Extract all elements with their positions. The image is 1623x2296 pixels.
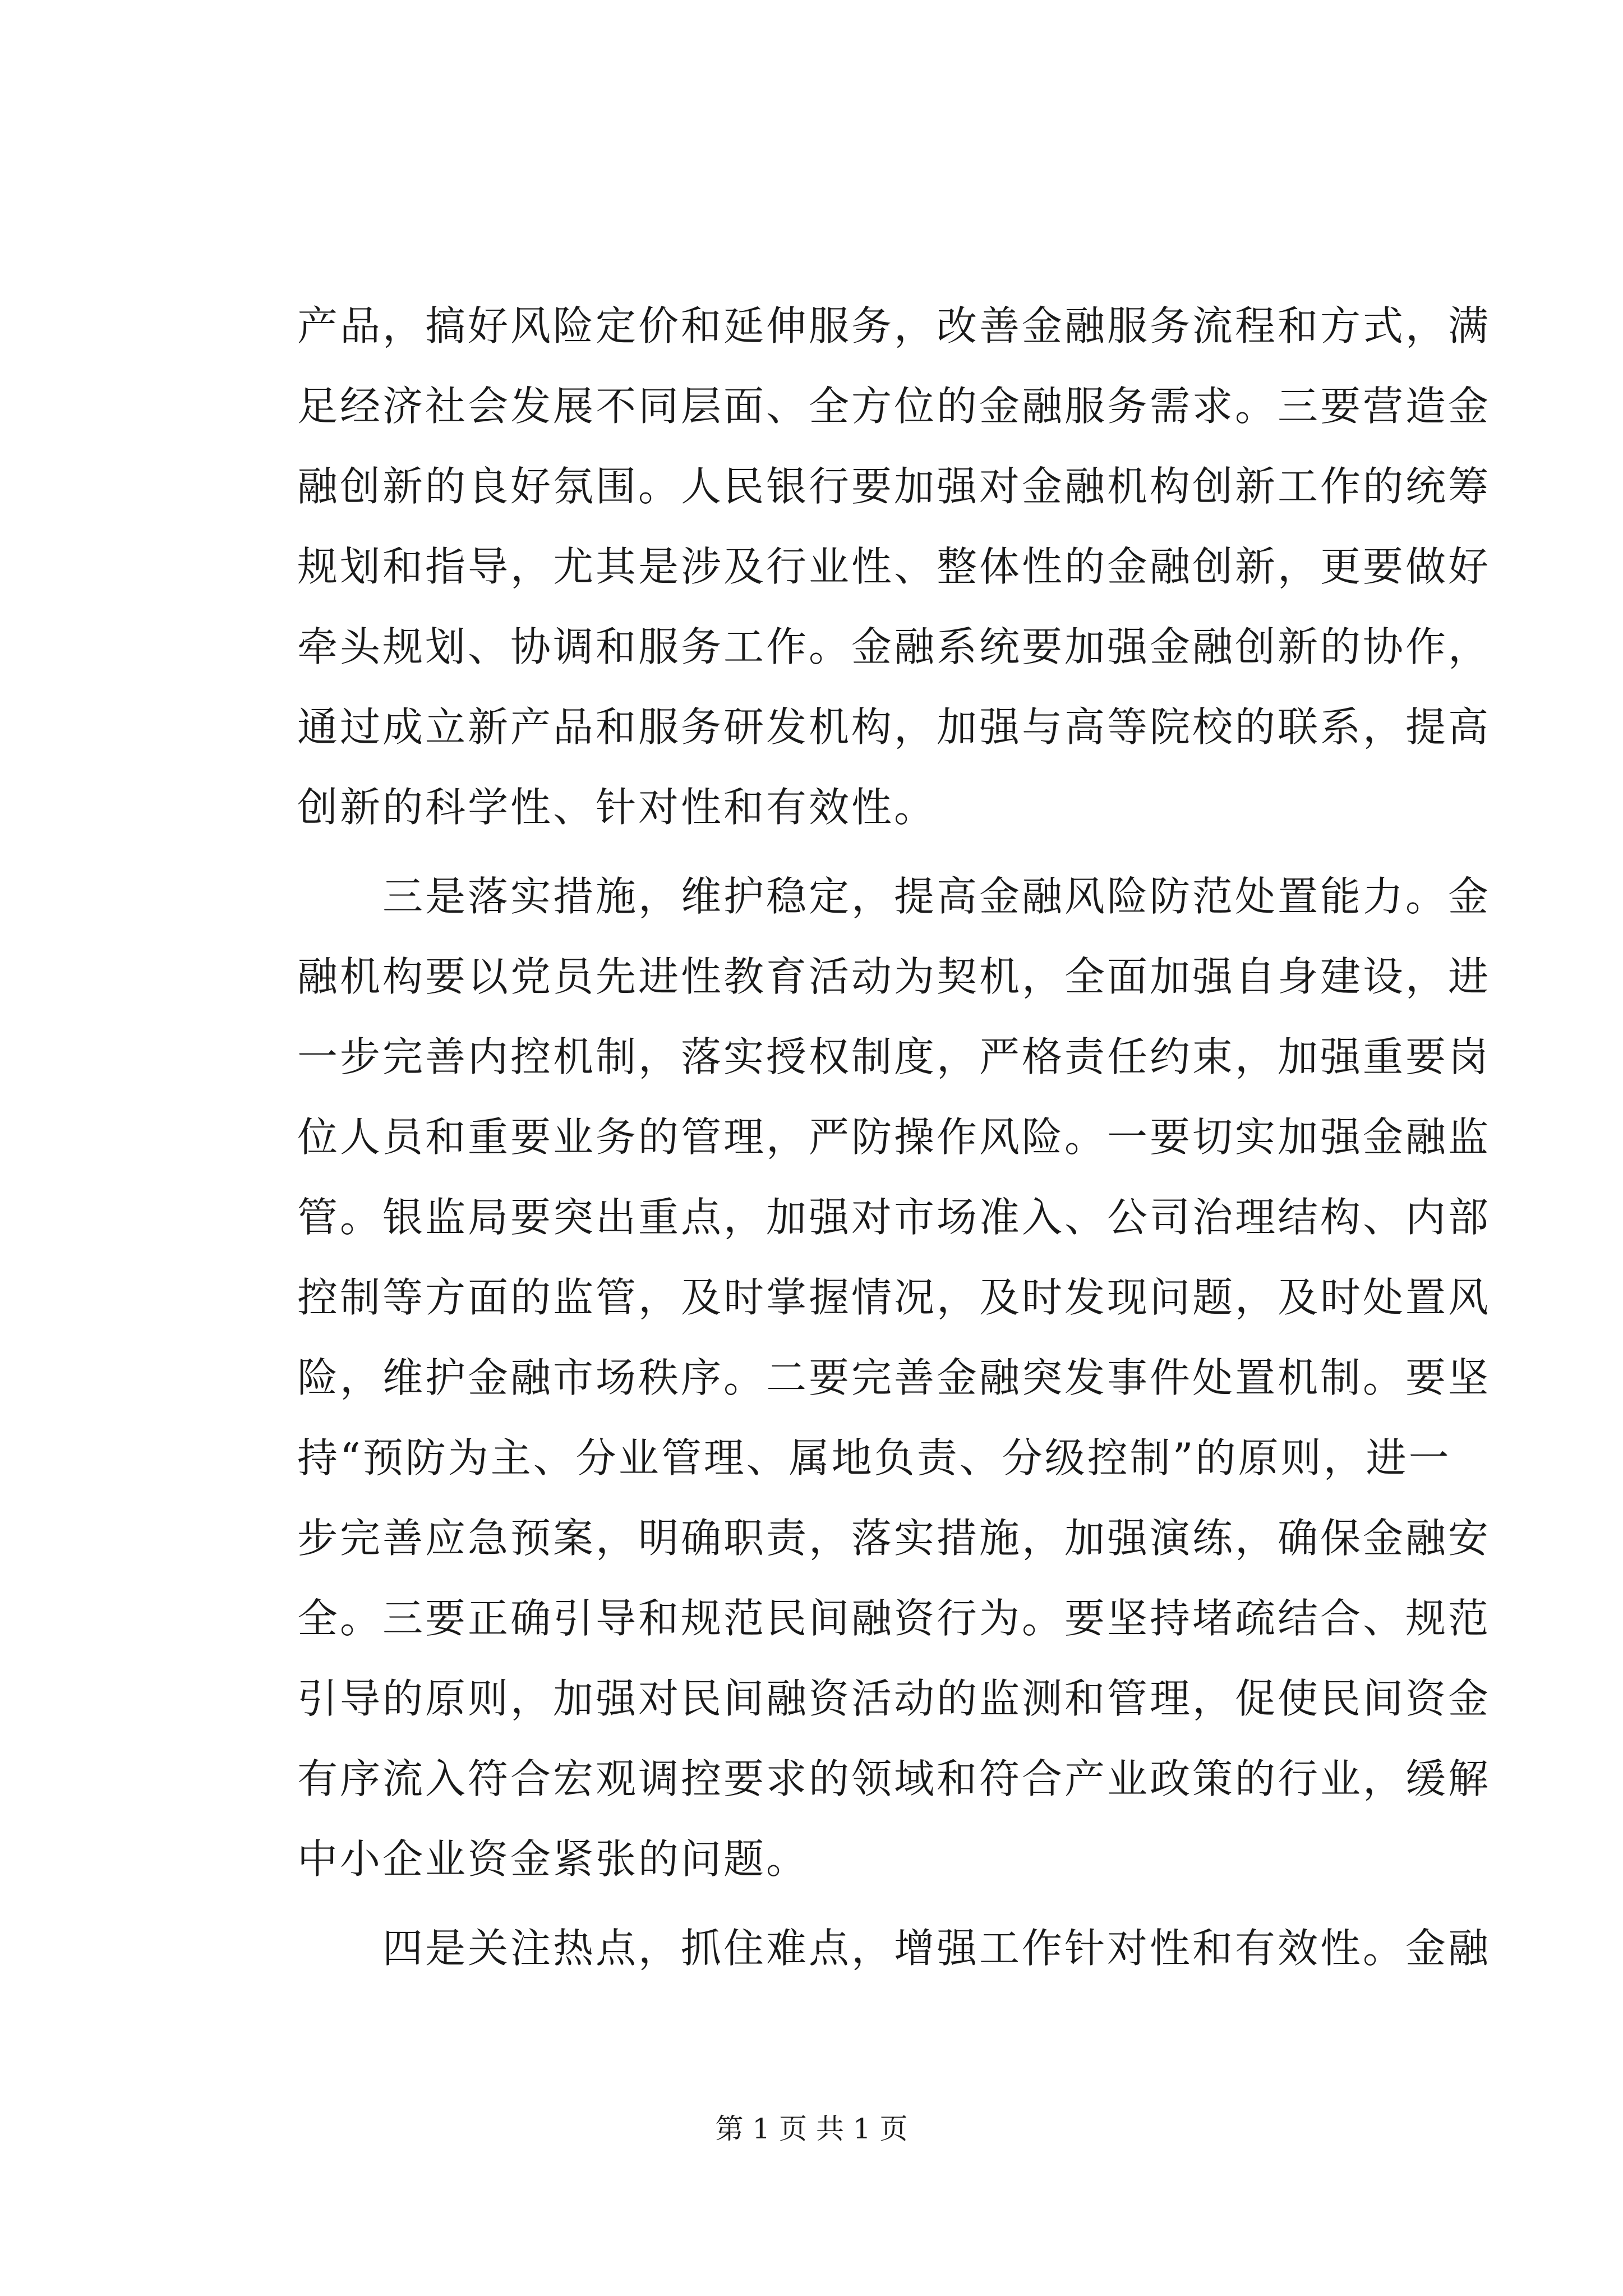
text-line: 险，维护金融市场秩序。二要完善金融突发事件处置机制。要坚: [297, 1354, 1491, 1401]
text-line: 足经济社会发展不同层面、全方位的金融服务需求。三要营造金: [297, 383, 1491, 430]
text-line: 位人员和重要业务的管理，严防操作风险。一要切实加强金融监: [297, 1114, 1491, 1161]
paragraph-start-line: 四是关注热点，抓住难点，增强工作针对性和有效性。金融: [382, 1925, 1491, 1972]
text-line: 融机构要以党员先进性教育活动为契机，全面加强自身建设，进: [297, 953, 1491, 1000]
page-number-footer: 第 1 页 共 1 页: [715, 2113, 908, 2145]
paragraph-gap: [297, 848, 1396, 857]
text-line: 有序流入符合宏观调控要求的领域和符合产业政策的行业，缓解: [297, 1755, 1491, 1802]
text-line: 产品，搞好风险定价和延伸服务，改善金融服务流程和方式，满: [297, 302, 1491, 349]
text-line: 牵头规划、协调和服务工作。金融系统要加强金融创新的协作，: [297, 623, 1491, 670]
document-body: [297, 286, 1491, 1989]
text-line: 中小企业资金紧张的问题。: [297, 1835, 809, 1883]
text-line: 创新的科学性、针对性和有效性。: [297, 784, 937, 831]
text-line: 引导的原则，加强对民间融资活动的监测和管理，促使民间资金: [297, 1675, 1491, 1722]
text-line: 融创新的良好氛围。人民银行要加强对金融机构创新工作的统筹: [297, 463, 1491, 510]
paragraph-gap: [297, 1899, 1396, 1908]
text-line: 全。三要正确引导和规范民间融资行为。要坚持堵疏结合、规范: [297, 1595, 1491, 1642]
text-line: 控制等方面的监管，及时掌握情况，及时发现问题，及时处置风: [297, 1274, 1491, 1321]
text-line: 一步完善内控机制，落实授权制度，严格责任约束，加强重要岗: [297, 1033, 1491, 1080]
text-line: 通过成立新产品和服务研发机构，加强与高等院校的联系，提高: [297, 703, 1491, 751]
text-line: 步完善应急预案，明确职责，落实措施，加强演练，确保金融安: [297, 1515, 1491, 1562]
text-line: 规划和指导，尤其是涉及行业性、整体性的金融创新，更要做好: [297, 543, 1491, 590]
paragraph-start-line: 三是落实措施，维护稳定，提高金融风险防范处置能力。金: [382, 873, 1491, 920]
text-line: 持“预防为主、分业管理、属地负责、分级控制”的原则，进一: [297, 1434, 1451, 1481]
text-line: 管。银监局要突出重点，加强对市场准入、公司治理结构、内部: [297, 1194, 1491, 1241]
